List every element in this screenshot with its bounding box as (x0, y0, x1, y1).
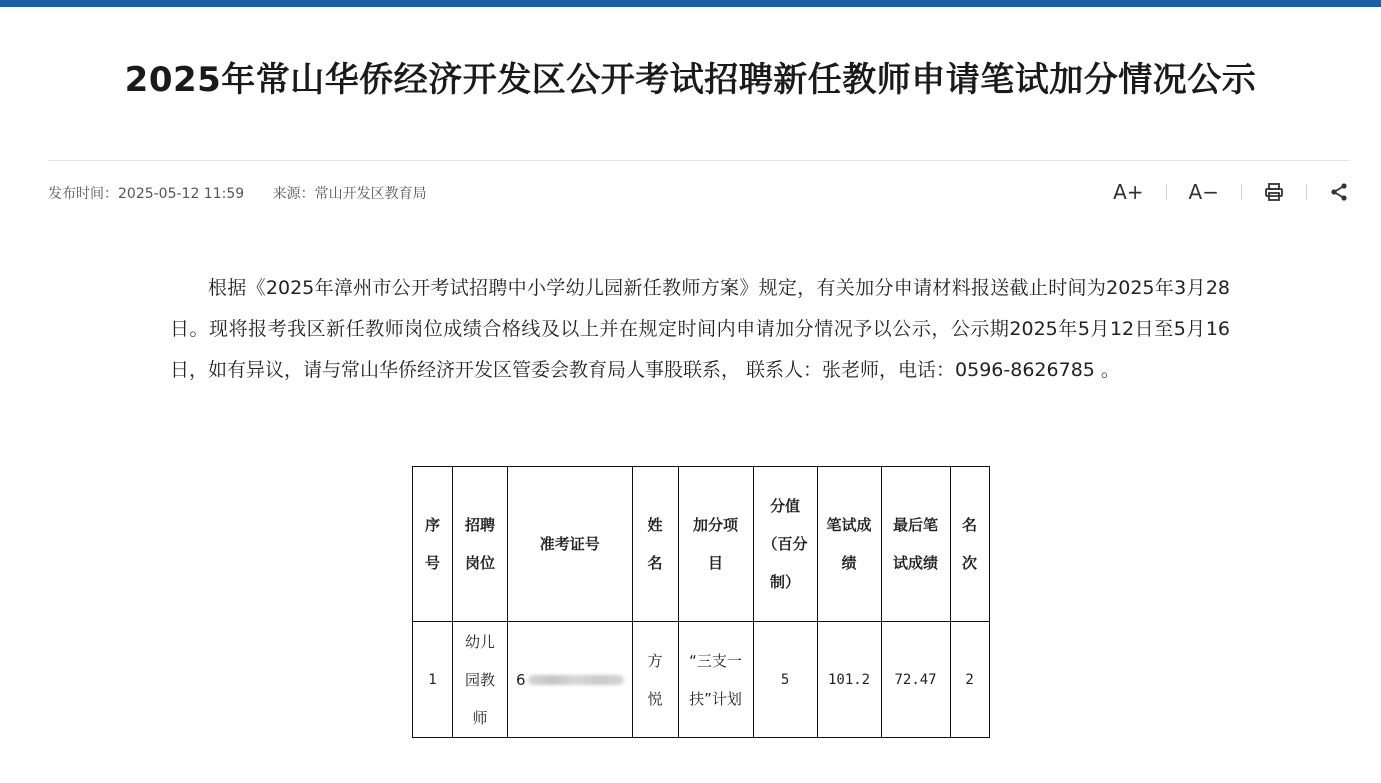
cell-written-score: 101.2 (817, 622, 881, 738)
publish-time: 发布时间：2025-05-12 11:59 (48, 186, 245, 202)
title-divider (48, 160, 1350, 161)
share-icon (1329, 182, 1349, 202)
cell-name: 方悦 (632, 622, 678, 738)
cell-seq: 1 (413, 622, 453, 738)
article-body: 根据《2025年漳州市公开考试招聘中小学幼儿园新任教师方案》规定，有关加分申请材料报送截止时间为2025年3月28日。现将报考我区新任教师岗位成绩合格线及以上并在规定时间内申请加分情况予以公示，公示期2025年5月12日至5月16日，如有异议，请与常山华侨经济开发区管委会教育局人事股联系， 联系人：张老师，电话：0596-8626785 。 (170, 277, 1230, 381)
top-accent-bar (0, 0, 1381, 7)
printer-icon (1264, 182, 1284, 202)
print-button[interactable] (1264, 182, 1284, 202)
header-final-score: 最后笔试成绩 (881, 467, 950, 622)
article-meta (48, 183, 451, 203)
cell-score-value: 5 (753, 622, 817, 738)
toolbar-separator (1241, 184, 1242, 200)
bonus-score-table (412, 466, 990, 738)
article-source: 来源：常山开发区教育局 (272, 186, 427, 202)
header-bonus-item: 加分项目 (678, 467, 753, 622)
toolbar-separator (1166, 184, 1167, 200)
cell-rank: 2 (950, 622, 989, 738)
toolbar-separator (1306, 184, 1307, 200)
redacted-exam-id (516, 661, 624, 699)
header-seq: 序号 (413, 467, 453, 622)
cell-bonus-item: “三支一扶”计划 (678, 622, 753, 738)
cell-exam-id (508, 622, 633, 738)
header-written-score: 笔试成绩 (817, 467, 881, 622)
increase-font-button[interactable]: A+ (1113, 180, 1144, 204)
table-header-row (413, 467, 990, 622)
table-row (413, 622, 990, 738)
header-name: 姓名 (632, 467, 678, 622)
article-toolbar (1113, 178, 1349, 206)
exam-id-prefix: 6 (516, 670, 526, 689)
decrease-font-button[interactable]: A− (1188, 180, 1219, 204)
header-score-value: 分值（百分制） (753, 467, 817, 622)
share-button[interactable] (1329, 182, 1349, 202)
cell-final-score: 72.47 (881, 622, 950, 738)
page-title: 2025年常山华侨经济开发区公开考试招聘新任教师申请笔试加分情况公示 (124, 60, 1257, 100)
header-exam-id: 准考证号 (508, 467, 633, 622)
blur-redaction (528, 675, 624, 685)
header-rank: 名次 (950, 467, 989, 622)
header-position: 招聘岗位 (453, 467, 508, 622)
cell-position: 幼儿园教师 (453, 622, 508, 738)
